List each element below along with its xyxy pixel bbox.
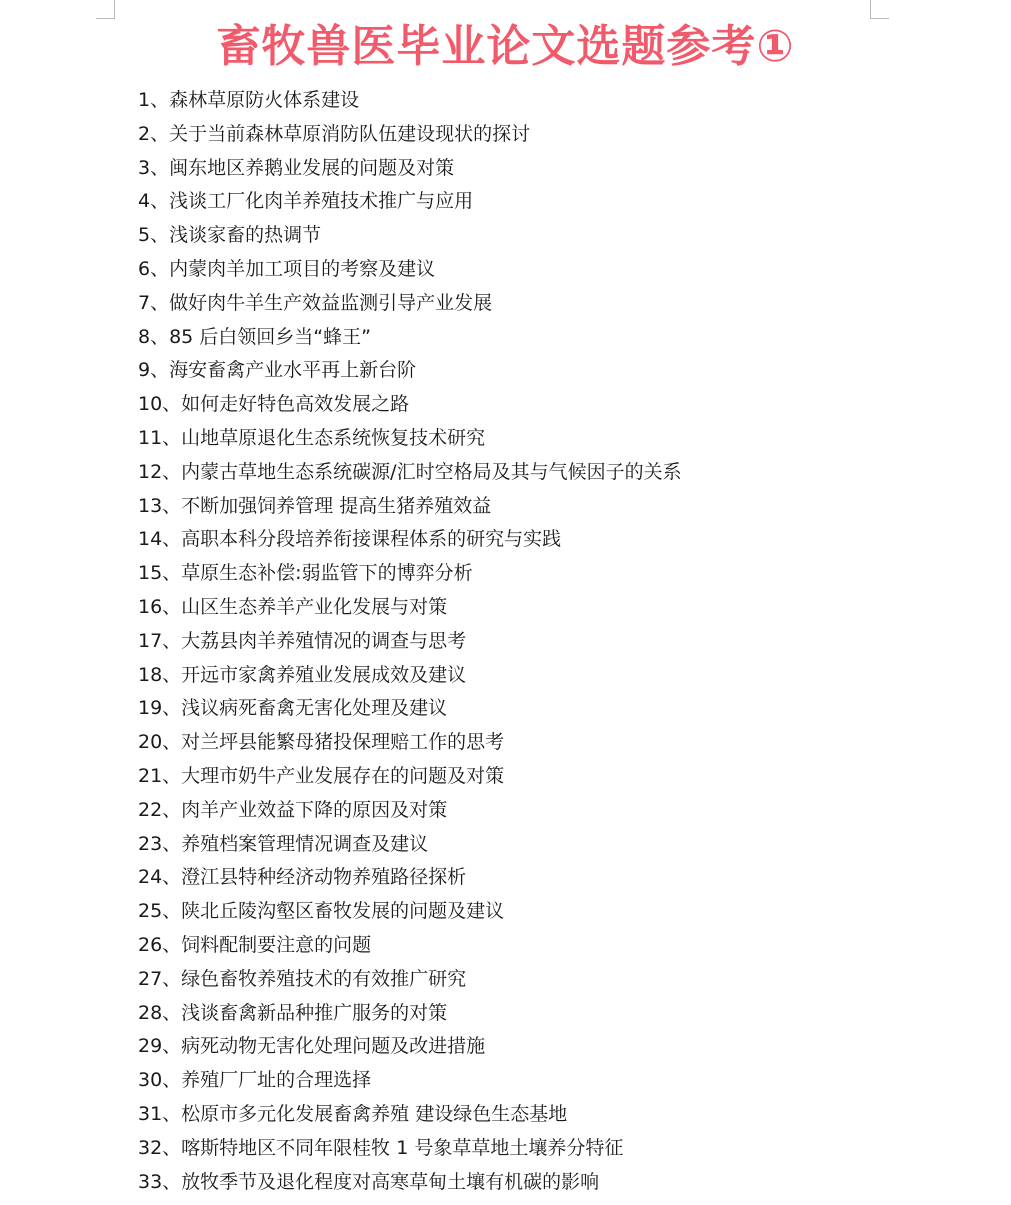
list-item: 28、浅谈畜禽新品种推广服务的对策 xyxy=(138,1001,448,1024)
list-item: 16、山区生态养羊产业化发展与对策 xyxy=(138,595,448,618)
list-item: 25、陕北丘陵沟壑区畜牧发展的问题及建议 xyxy=(138,900,505,923)
list-item: 15、草原生态补偿:弱监管下的博弈分析 xyxy=(138,562,473,585)
list-item: 8、85 后白领回乡当“蜂王” xyxy=(138,325,371,348)
list-item: 29、病死动物无害化处理问题及改进措施 xyxy=(138,1035,486,1058)
list-item: 12、内蒙古草地生态系统碳源/汇时空格局及其与气候因子的关系 xyxy=(138,460,682,483)
list-item: 4、浅谈工厂化肉羊养殖技术推广与应用 xyxy=(138,190,474,213)
list-item: 3、闽东地区养鹅业发展的问题及对策 xyxy=(138,156,455,179)
list-item: 30、养殖厂厂址的合理选择 xyxy=(138,1069,372,1092)
list-item: 23、养殖档案管理情况调查及建议 xyxy=(138,832,429,855)
list-item: 31、松原市多元化发展畜禽养殖 建设绿色生态基地 xyxy=(138,1102,568,1125)
list-item: 1、森林草原防火体系建设 xyxy=(138,89,360,111)
list-item: 27、绿色畜牧养殖技术的有效推广研究 xyxy=(138,967,467,990)
list-item: 26、饲料配制要注意的问题 xyxy=(138,933,372,956)
list-item: 5、浅谈家畜的热调节 xyxy=(138,224,322,247)
list-item: 22、肉羊产业效益下降的原因及对策 xyxy=(138,798,448,821)
list-item: 19、浅议病死畜禽无害化处理及建议 xyxy=(138,697,448,720)
list-item: 10、如何走好特色高效发展之路 xyxy=(138,393,410,416)
list-item: 32、喀斯特地区不同年限桂牧 1 号象草草地土壤养分特征 xyxy=(138,1136,624,1159)
list-item: 33、放牧季节及退化程度对高寒草甸土壤有机碳的影响 xyxy=(138,1170,600,1193)
list-item: 18、开远市家禽养殖业发展成效及建议 xyxy=(138,663,467,686)
list-item: 7、做好肉牛羊生产效益监测引导产业发展 xyxy=(138,291,493,314)
page-title: 畜牧兽医毕业论文选题参考① xyxy=(216,21,795,72)
list-item: 2、关于当前森林草原消防队伍建设现状的探讨 xyxy=(138,122,531,145)
list-item: 11、山地草原退化生态系统恢复技术研究 xyxy=(138,426,486,449)
list-item: 6、内蒙肉羊加工项目的考察及建议 xyxy=(138,257,436,280)
list-item: 24、澄江县特种经济动物养殖路径探析 xyxy=(138,866,467,889)
list-item: 20、对兰坪县能繁母猪投保理赔工作的思考 xyxy=(138,731,505,754)
list-item: 14、高职本科分段培养衔接课程体系的研究与实践 xyxy=(138,528,562,551)
topic-list xyxy=(138,84,682,1199)
list-item: 9、海安畜禽产业水平再上新台阶 xyxy=(138,359,417,382)
list-item: 17、大荔县肉羊养殖情况的调查与思考 xyxy=(138,629,467,652)
list-item: 13、不断加强饲养管理 提高生猪养殖效益 xyxy=(138,494,492,517)
list-item: 21、大理市奶牛产业发展存在的问题及对策 xyxy=(138,764,505,787)
